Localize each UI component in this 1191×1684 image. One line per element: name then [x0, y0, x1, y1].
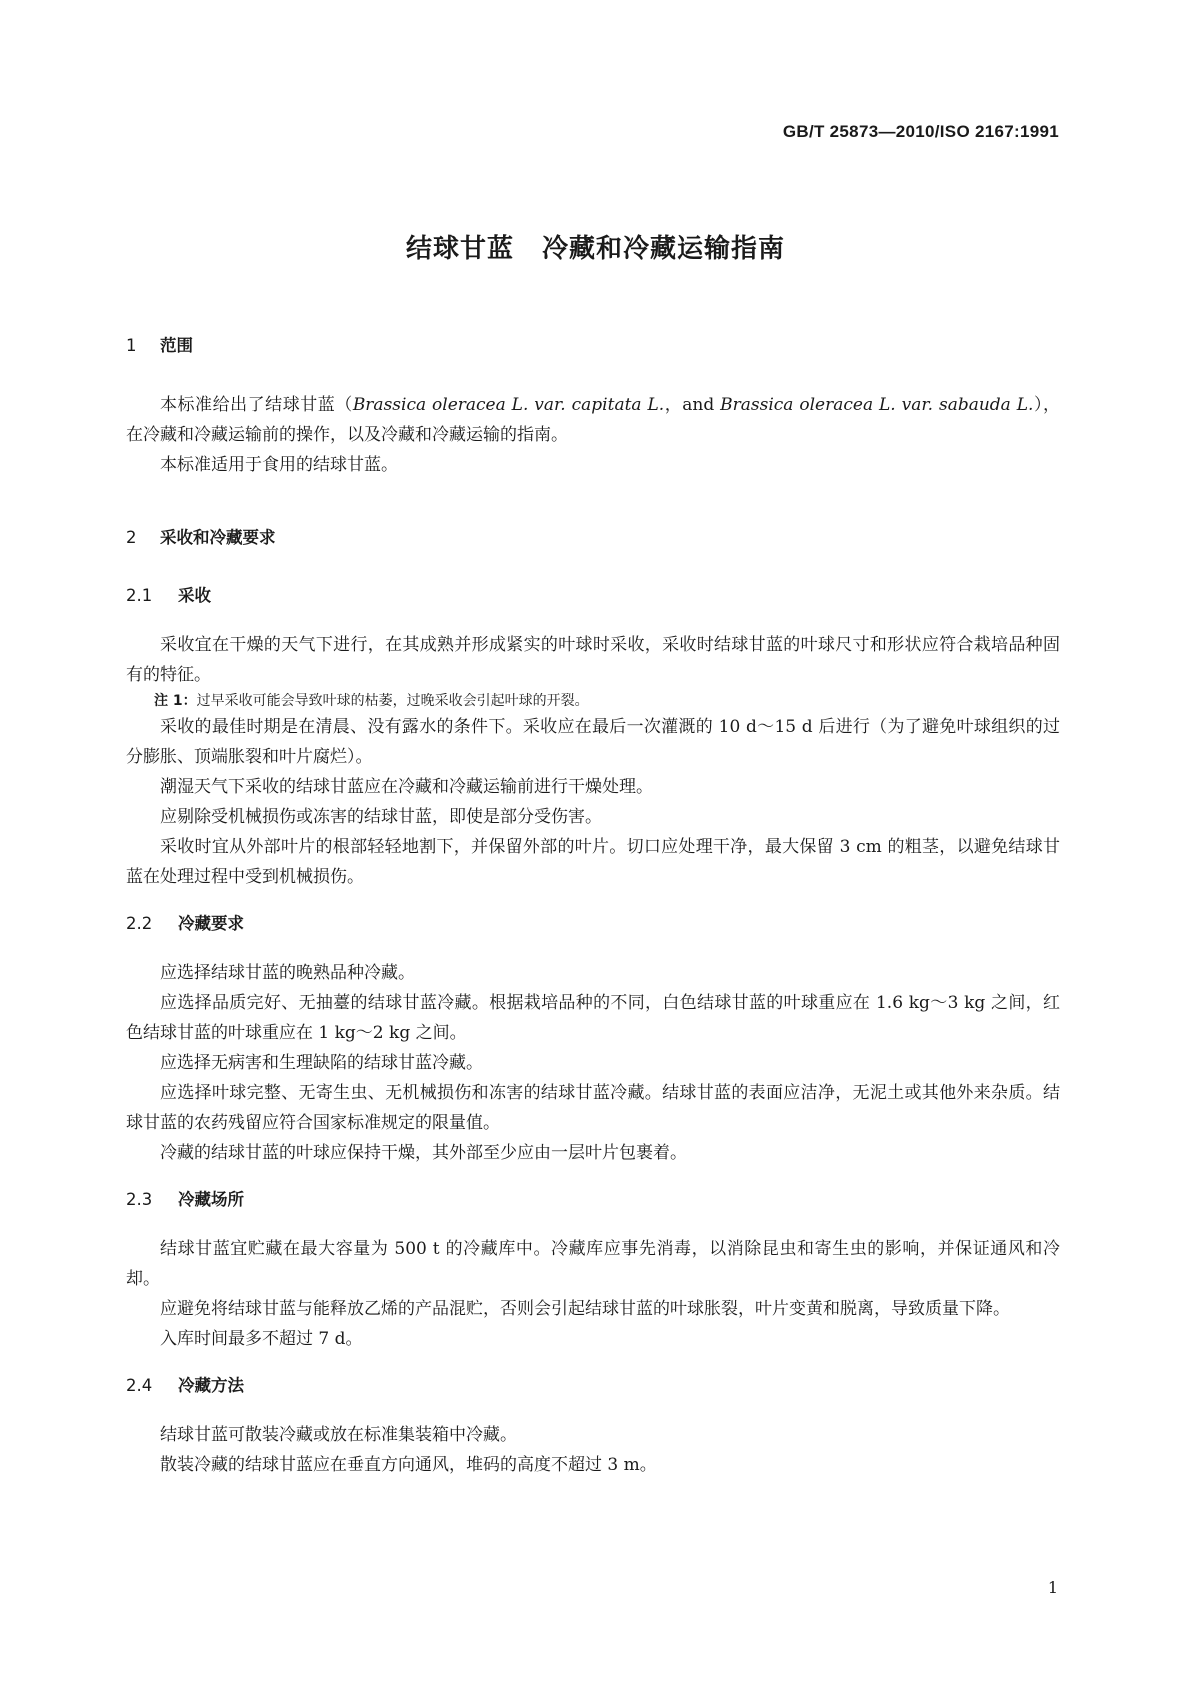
subsection-number: 2.2 [126, 914, 153, 933]
scientific-name-capitata: Brassica oleracea L. var. capitata L. [352, 395, 665, 415]
requirements-paragraph-4: 应选择叶球完整、无寄生虫、无机械损伤和冻害的结球甘蓝冷藏。结球甘蓝的表面应洁净，无泥土或其他外来杂质。结球甘蓝的农药残留应符合国家标准规定的限量值。 [126, 1083, 1060, 1133]
section-title: 范围 [160, 336, 193, 355]
method-paragraph-2: 散装冷藏的结球甘蓝应在垂直方向通风，堆码的高度不超过 3 m。 [160, 1455, 657, 1475]
harvest-paragraph-2: 采收的最佳时期是在清晨、没有露水的条件下。采收应在最后一次灌溉的 10 d～15 d 后进行（为了避免叶球组织的过分膨胀、顶端胀裂和叶片腐烂）。 [126, 717, 1060, 767]
section-number: 1 [126, 336, 137, 355]
subsection-title: 采收 [178, 586, 211, 605]
subsection-title: 冷藏方法 [178, 1376, 244, 1395]
requirements-paragraph-3: 应选择无病害和生理缺陷的结球甘蓝冷藏。 [160, 1053, 483, 1073]
requirements-paragraph-5: 冷藏的结球甘蓝的叶球应保持干燥，其外部至少应由一层叶片包裹着。 [160, 1143, 687, 1163]
scope-text-a: 本标准给出了结球甘蓝（ [160, 395, 353, 415]
document-title [0, 228, 1191, 265]
subsection-title: 冷藏要求 [178, 914, 244, 933]
page-number: 1 [1047, 1578, 1058, 1597]
place-paragraph-1: 结球甘蓝宜贮藏在最大容量为 500 t 的冷藏库中。冷藏库应事先消毒，以消除昆虫和寄生虫的影响，并保证通风和冷却。 [126, 1239, 1060, 1289]
subsection-heading-storage-requirements [126, 910, 1060, 934]
document-body [126, 332, 1060, 1480]
note-label: 注 1： [154, 693, 197, 709]
scope-text-b: ，and [664, 395, 721, 415]
section-heading-scope [126, 332, 1060, 356]
harvest-paragraph-1: 采收宜在干燥的天气下进行，在其成熟并形成紧实的叶球时采收，采收时结球甘蓝的叶球尺寸和形状应符合栽培品种固有的特征。 [126, 635, 1060, 685]
subsection-heading-storage-method [126, 1372, 1060, 1396]
subsection-heading-harvest [126, 582, 1060, 606]
requirements-paragraph-1: 应选择结球甘蓝的晚熟品种冷藏。 [160, 963, 415, 983]
place-paragraph-2: 应避免将结球甘蓝与能释放乙烯的产品混贮，否则会引起结球甘蓝的叶球胀裂，叶片变黄和脱离，导致质量下降。 [160, 1299, 1010, 1319]
scope-text-c: ），在冷藏和冷藏运输前的操作，以及冷藏和冷藏运输的指南。 [126, 395, 1060, 445]
title-part-1: 结球甘蓝 [405, 234, 514, 264]
harvest-paragraph-4: 应剔除受机械损伤或冻害的结球甘蓝，即使是部分受伤害。 [160, 807, 602, 827]
scope-paragraph-2: 本标准适用于食用的结球甘蓝。 [160, 455, 398, 475]
subsection-number: 2.4 [126, 1376, 153, 1395]
section-heading-harvest-storage [126, 524, 1060, 548]
requirements-paragraph-2: 应选择品质完好、无抽薹的结球甘蓝冷藏。根据栽培品种的不同，白色结球甘蓝的叶球重应在 1.6 kg～3 kg 之间，红色结球甘蓝的叶球重应在 1 kg～2 kg 之间。 [126, 993, 1060, 1043]
section-number: 2 [126, 528, 137, 547]
scope-paragraph-1 [126, 390, 1060, 450]
scientific-name-sabauda: Brassica oleracea L. var. sabauda L. [720, 395, 1034, 415]
place-paragraph-3: 入库时间最多不超过 7 d。 [160, 1329, 363, 1349]
note-text: 过早采收可能会导致叶球的枯萎，过晚采收会引起叶球的开裂。 [196, 693, 589, 709]
note-1 [126, 690, 1060, 712]
method-paragraph-1: 结球甘蓝可散装冷藏或放在标准集装箱中冷藏。 [160, 1425, 517, 1445]
harvest-paragraph-3: 潮湿天气下采收的结球甘蓝应在冷藏和冷藏运输前进行干燥处理。 [160, 777, 653, 797]
harvest-paragraph-5: 采收时宜从外部叶片的根部轻轻地割下，并保留外部的叶片。切口应处理干净，最大保留 3 cm 的粗茎，以避免结球甘蓝在处理过程中受到机械损伤。 [126, 837, 1060, 887]
subsection-number: 2.1 [126, 586, 153, 605]
section-title: 采收和冷藏要求 [160, 528, 276, 547]
title-part-2: 冷藏和冷藏运输指南 [542, 234, 786, 264]
subsection-heading-storage-place [126, 1186, 1060, 1210]
subsection-number: 2.3 [126, 1190, 153, 1209]
standard-code: GB/T 25873—2010/ISO 2167:1991 [782, 122, 1059, 141]
subsection-title: 冷藏场所 [178, 1190, 244, 1209]
